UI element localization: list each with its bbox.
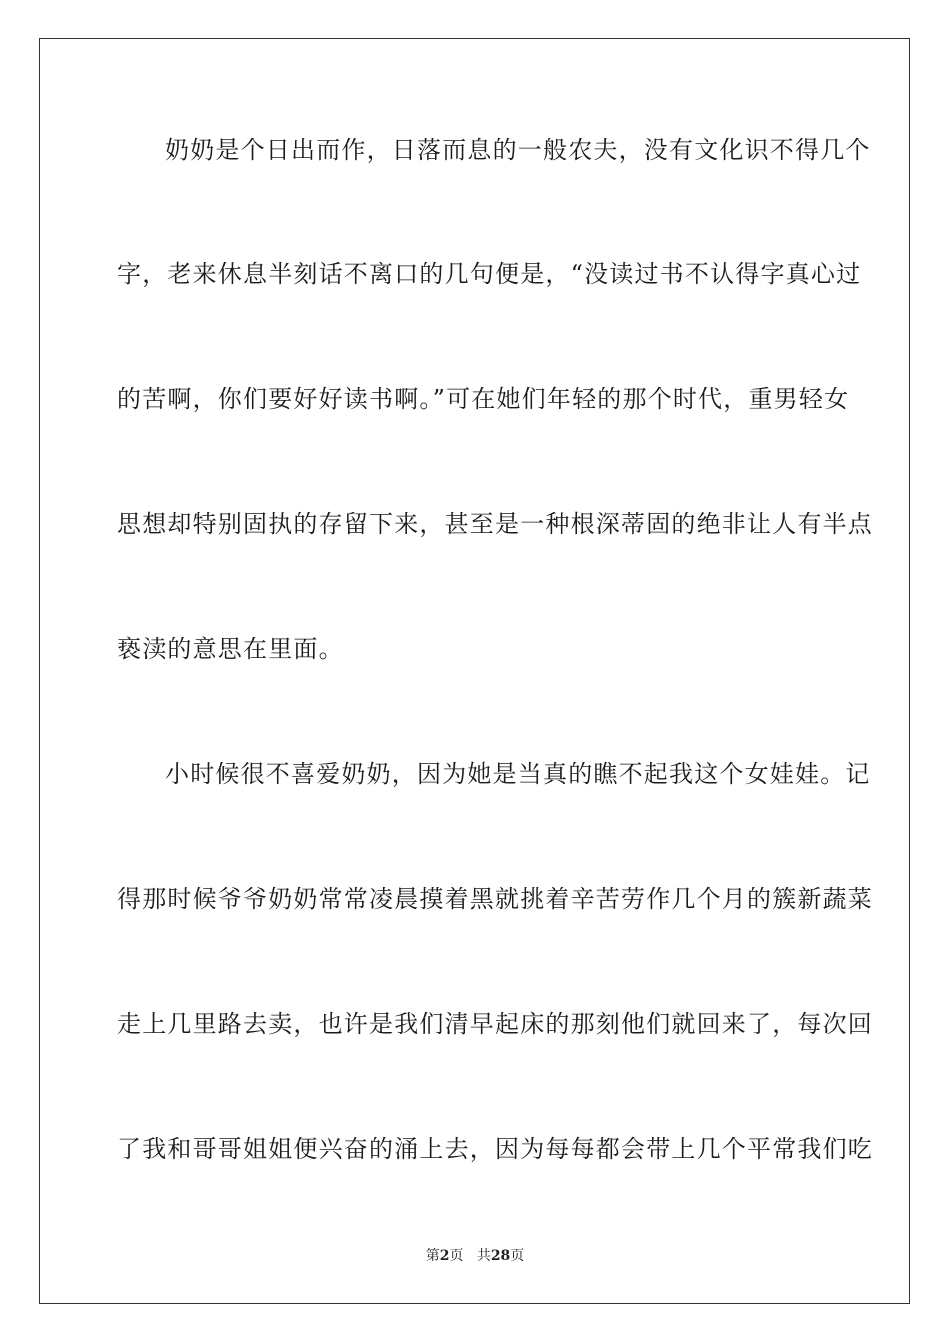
body-line-2: 字，老来休息半刻话不离口的几句便是，“没读过书不认得字真心过 [117, 260, 862, 288]
footer-page-prefix: 第 [425, 1248, 440, 1264]
body-line-9: 了我和哥哥姐姐便兴奋的涌上去，因为每每都会带上几个平常我们吃 [117, 1135, 873, 1163]
footer-total-prefix: 共 [476, 1248, 491, 1264]
footer-total-pages: 28 [490, 1248, 511, 1264]
body-line-6: 小时候很不喜爱奶奶，因为她是当真的瞧不起我这个女娃娃。记 [165, 760, 871, 788]
page-border [39, 38, 910, 1304]
body-line-4: 思想却特别固执的存留下来，甚至是一种根深蒂固的绝非让人有半点 [117, 510, 873, 538]
body-line-7: 得那时候爷爷奶奶常常凌晨摸着黑就挑着辛苦劳作几个月的簇新蔬菜 [117, 885, 873, 913]
footer-total-suffix: 页 [510, 1248, 525, 1264]
body-line-8: 走上几里路去卖，也许是我们清早起床的那刻他们就回来了，每次回 [117, 1010, 873, 1038]
body-line-5: 亵渎的意思在里面。 [117, 635, 344, 663]
footer-page-suffix: 页 [449, 1248, 464, 1264]
body-line-1: 奶奶是个日出而作，日落而息的一般农夫，没有文化识不得几个 [165, 136, 871, 164]
body-line-3: 的苦啊，你们要好好读书啊。”可在她们年轻的那个时代，重男轻女 [117, 385, 850, 413]
footer-page-number: 2 [439, 1248, 450, 1264]
page-footer [0, 1247, 950, 1265]
